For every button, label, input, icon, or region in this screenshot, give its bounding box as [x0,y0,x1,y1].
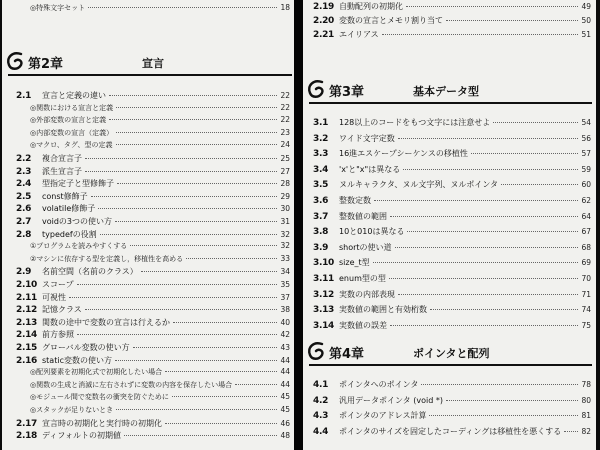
dot-leader [130,245,277,246]
section-number: 2.5 [16,191,32,202]
dot-leader [85,171,277,172]
section-title: 整数値の範囲 [339,211,387,221]
section-title: 関数の途中で変数の宣言は行えるか [42,317,170,327]
page-number: 31 [280,217,290,226]
section-title: 変数の宣言とメモリ割り当て [339,16,443,25]
page-number: 82 [581,426,591,436]
page-number: 44 [280,379,290,389]
toc-entry [16,355,290,366]
page-number: 60 [581,180,591,190]
dot-leader [390,325,578,326]
page-number: 51 [581,30,591,39]
section-number: 3.10 [313,258,335,269]
section-number: 3.2 [313,133,329,144]
toc-entry [313,195,591,206]
dot-leader [406,6,578,7]
page-number: 42 [280,330,290,340]
section-title: ディフォルトの初期値 [42,431,121,441]
toc-entry [313,410,591,421]
page-number: 50 [581,16,591,25]
toc-subentry [30,128,290,138]
section-title: voidの3つの使い方 [42,217,113,226]
section-number: 4.1 [313,380,329,390]
toc-entry [16,90,290,101]
toc-entry [16,266,290,277]
dot-leader [98,208,277,209]
page-number: 74 [581,305,591,315]
section-number: 3.11 [313,274,335,284]
dot-leader [141,271,278,272]
section-number: 3.13 [313,305,335,316]
section-number: 3.14 [313,320,335,331]
page-number: 80 [581,395,591,405]
section-number: 2.20 [313,16,335,26]
section-number: 3.9 [313,242,329,253]
toc-entry [313,242,591,253]
section-title: ポインタのアドレス計算 [339,411,427,420]
subsection-title: ①プログラムを読みやすくする [30,242,128,251]
page-number: 23 [280,127,290,137]
page-number: 48 [280,431,290,441]
dot-leader [374,200,578,201]
section-number: 2.6 [16,204,32,215]
section-title: ポインタへのポインタ [339,380,419,389]
toc-entry [16,153,290,164]
subsection-title: ◎関数の生成と消滅に左右されずに変数の内容を保存したい場合 [30,380,233,389]
toc-entry [313,320,591,331]
toc-entry [313,117,591,128]
page-number: 22 [280,102,290,112]
dot-leader [133,347,278,348]
toc-entry [16,418,290,429]
page-number: 68 [581,242,591,252]
toc-entry [313,164,591,175]
section-number: 2.15 [16,343,38,353]
section-number: 2.21 [313,30,335,40]
toc-entry [313,226,591,237]
section-number: 2.13 [16,317,38,328]
dot-leader [165,423,277,424]
chapter-rule [8,74,292,76]
toc-entry [16,203,290,214]
page-number: 81 [581,411,591,420]
dot-leader [398,138,579,139]
section-number: 2.16 [16,355,38,366]
section-title: 複合宣言子 [42,154,82,163]
page-number: 28 [280,179,290,189]
subsection-title: ◎スタックが足りないとき [30,406,114,414]
dot-leader [124,435,277,436]
dot-leader [172,396,278,397]
page-number: 54 [581,118,591,127]
section-title: ヌルキャラクタ、ヌル文字列、ヌルポインタ [339,180,499,190]
toc-entry [16,191,290,202]
toc-entry [313,148,591,159]
dot-leader [115,360,277,361]
section-number: 3.12 [313,289,335,300]
section-title: static変数の使い方 [42,355,112,365]
page-number: 67 [581,227,591,237]
toc-entry [16,317,290,328]
section-number: 2.3 [16,166,32,177]
page-number: 27 [280,166,290,176]
subsection-title: ◎配列要素を初期化式で初期化したい場合 [30,368,163,377]
section-title: 宣言と定義の違い [42,91,106,100]
dot-leader [403,169,578,170]
toc-entry [313,257,591,268]
chapter-title: 基本データ型 [413,85,479,98]
toc-subentry [30,140,290,150]
toc-subentry [30,367,290,377]
section-number: 3.3 [313,149,329,160]
chapter-title: 宣言 [142,57,164,70]
dot-leader [91,196,278,197]
section-number: 2.10 [16,280,38,290]
subsection-title: ②マシンに依存する型を定義し，移植性を高める [30,254,184,263]
dot-leader [116,144,278,145]
section-number: 2.9 [16,267,32,278]
toc-entry [313,15,591,26]
toc-entry [16,178,290,189]
section-title: エイリアス [339,30,379,39]
dot-leader [116,409,277,410]
dot-leader [429,415,578,416]
chapter-rule [309,364,592,366]
page-number: 32 [280,241,290,251]
dot-leader [173,322,277,323]
page-number: 38 [280,305,290,315]
page-number: 45 [280,392,290,402]
toc-entry [313,211,591,222]
toc-entry [16,304,290,315]
section-title: enum型の型 [339,274,386,283]
toc-subentry [30,392,290,402]
chapter-swirl-icon [305,78,327,100]
chapter-3-heading [305,78,364,100]
dot-leader [69,297,277,298]
section-number: 4.4 [313,426,329,437]
section-title: 名前空間（名前のクラス） [42,267,138,277]
section-number: 2.8 [16,229,32,240]
page-number: 32 [280,229,290,239]
section-number: 2.4 [16,179,32,190]
toc-entry [16,166,290,177]
section-title: 自動配列の初期化 [339,2,403,11]
dot-leader [109,95,277,96]
section-title: ポインタのサイズを固定したコーディングは移植性を悪くする [339,426,562,436]
toc-entry-special-chars [30,3,290,13]
toc-entry [313,133,591,144]
section-title: size_t型 [339,258,370,268]
dot-leader [85,309,278,310]
dot-leader [186,258,277,259]
dot-leader [446,400,579,401]
page-number: 30 [280,204,290,214]
section-title: 128以上のコードをもつ文字には注意せよ [339,118,491,127]
page-number: 24 [280,140,290,150]
dot-leader [564,431,578,432]
left-page [2,0,294,450]
section-title: 可視性 [42,292,66,302]
page-number: 40 [280,317,290,327]
dot-leader [100,234,278,235]
dot-leader [373,262,579,263]
toc-entry [313,289,591,300]
section-title: グローバル変数の使い方 [42,343,130,352]
page-number: 78 [581,380,591,389]
dot-leader [398,294,578,295]
section-number: 3.8 [313,227,329,238]
page-number: 44 [280,367,290,377]
dot-leader [471,153,579,154]
chapter-swirl-icon [305,340,327,362]
page-number: 62 [581,196,591,205]
section-title: 整数定数 [339,196,371,205]
section-number: 3.5 [313,180,329,191]
section-title: 16進エスケープシーケンスの移植性 [339,149,468,159]
dot-leader [390,216,578,217]
section-number: 2.18 [16,431,38,442]
dot-leader [115,221,277,222]
toc-subentry [30,405,290,415]
section-number: 4.2 [313,395,329,406]
page-number: 33 [280,253,290,263]
toc-entry [313,426,591,437]
page-number: 49 [581,2,591,11]
section-number: 3.4 [313,164,329,175]
chapter-4-heading [305,340,364,362]
section-title: 宣言時の初期化と実行時の初期化 [42,418,162,428]
dot-leader [389,278,579,279]
chapter-label: 第3章 [329,85,365,100]
section-title: volatile修飾子 [42,204,96,214]
subsection-title: ◎モジュール間で変数名の衝突を防ぐために [30,393,169,402]
dot-leader [501,184,578,185]
toc-entry [16,430,290,441]
subsection-title: ◎外部変数の宣言と定義 [30,116,107,125]
toc-entry [313,395,591,406]
toc-entry [16,229,290,240]
dot-leader [382,34,579,35]
subsection-title: ◎内部変数の宣言（定義） [30,128,114,137]
section-title: 実数の内部表現 [339,289,395,299]
toc-subentry-title: ◎特殊文字セット [30,4,86,12]
toc-subentry [30,103,290,113]
dot-leader [430,309,578,310]
right-page [303,0,596,450]
section-number: 3.1 [313,118,329,128]
page-number: 22 [280,91,290,100]
page-number: 70 [581,274,591,283]
page-number: 44 [280,355,290,365]
dot-leader [117,183,277,184]
page-number: 25 [280,154,290,163]
book-gutter [294,0,303,450]
dot-leader [165,371,277,372]
toc-subentry [30,380,290,390]
page-number: 34 [280,267,290,277]
section-title: 記憶クラス [42,305,82,315]
dot-leader [109,119,277,120]
section-title: 実数値の誤差 [339,320,387,330]
chapter-label: 第2章 [28,57,64,72]
section-title: 10と010は異なる [339,227,405,237]
dot-leader [116,107,277,108]
chapter-swirl-icon [4,50,26,72]
section-title: shortの使い道 [339,242,392,252]
page-number: 29 [280,191,290,201]
toc-entry [313,179,591,190]
dot-leader [421,384,578,385]
section-title: 実数値の範囲と有効桁数 [339,305,427,315]
toc-entry [16,216,290,227]
dot-leader [77,334,277,335]
chapter-title: ポインタと配列 [413,347,490,360]
dot-leader [88,7,277,8]
chapter-2-heading [4,50,63,72]
subsection-title: ◎関数における宣言と定義 [30,103,114,112]
section-number: 2.14 [16,330,38,341]
section-title: typedefの役割 [42,229,97,239]
section-title: 汎用データポインタ (void *) [339,395,443,405]
section-number: 2.7 [16,217,32,227]
toc-subentry [30,254,290,264]
toc-entry [16,342,290,353]
dot-leader [235,384,277,385]
page-number: 46 [280,418,290,428]
section-number: 2.2 [16,154,32,164]
page-number: 59 [581,164,591,174]
toc-entry [313,1,591,12]
chapter-label: 第4章 [329,347,365,362]
chapter-rule [309,102,592,104]
page-number: 18 [280,3,290,12]
section-number: 2.19 [313,2,335,12]
toc-entry [313,29,591,40]
page-number: 57 [581,149,591,159]
dot-leader [407,231,578,232]
section-number: 4.3 [313,411,329,421]
page-number: 69 [581,258,591,268]
toc-entry [313,273,591,284]
page-number: 35 [280,280,290,289]
toc-subentry [30,115,290,125]
section-title: スコープ [42,280,74,289]
page-number: 45 [280,405,290,414]
section-number: 3.6 [313,196,329,206]
section-title: 'x'と"x"は異なる [339,164,401,174]
page-number: 37 [280,292,290,302]
section-title: ワイド文字定数 [339,133,395,143]
toc-entry [16,292,290,303]
toc-entry [16,329,290,340]
section-number: 2.17 [16,418,38,429]
section-title: 型指定子と型修飾子 [42,179,114,189]
page-number: 56 [581,133,591,143]
section-number: 2.1 [16,91,32,101]
section-number: 3.7 [313,211,329,222]
toc-entry [313,379,591,390]
toc-entry [16,279,290,290]
page-number: 71 [581,289,591,299]
subsection-title: ◎マクロ、タグ、型の定義 [30,141,113,150]
page-number: 75 [581,320,591,330]
page-number: 22 [280,115,290,125]
dot-leader [446,20,578,21]
dot-leader [395,247,579,248]
dot-leader [77,284,278,285]
section-title: 前方参照 [42,330,74,340]
toc-subentry [30,241,290,251]
dot-leader [493,122,578,123]
dot-leader [116,132,277,133]
page-number: 64 [581,211,591,221]
toc-entry [313,304,591,315]
section-title: const修飾子 [42,191,88,201]
dot-leader [85,158,277,159]
page-number: 43 [280,343,290,352]
section-number: 2.12 [16,305,38,316]
section-number: 2.11 [16,292,38,303]
section-title: 派生宣言子 [42,166,82,176]
